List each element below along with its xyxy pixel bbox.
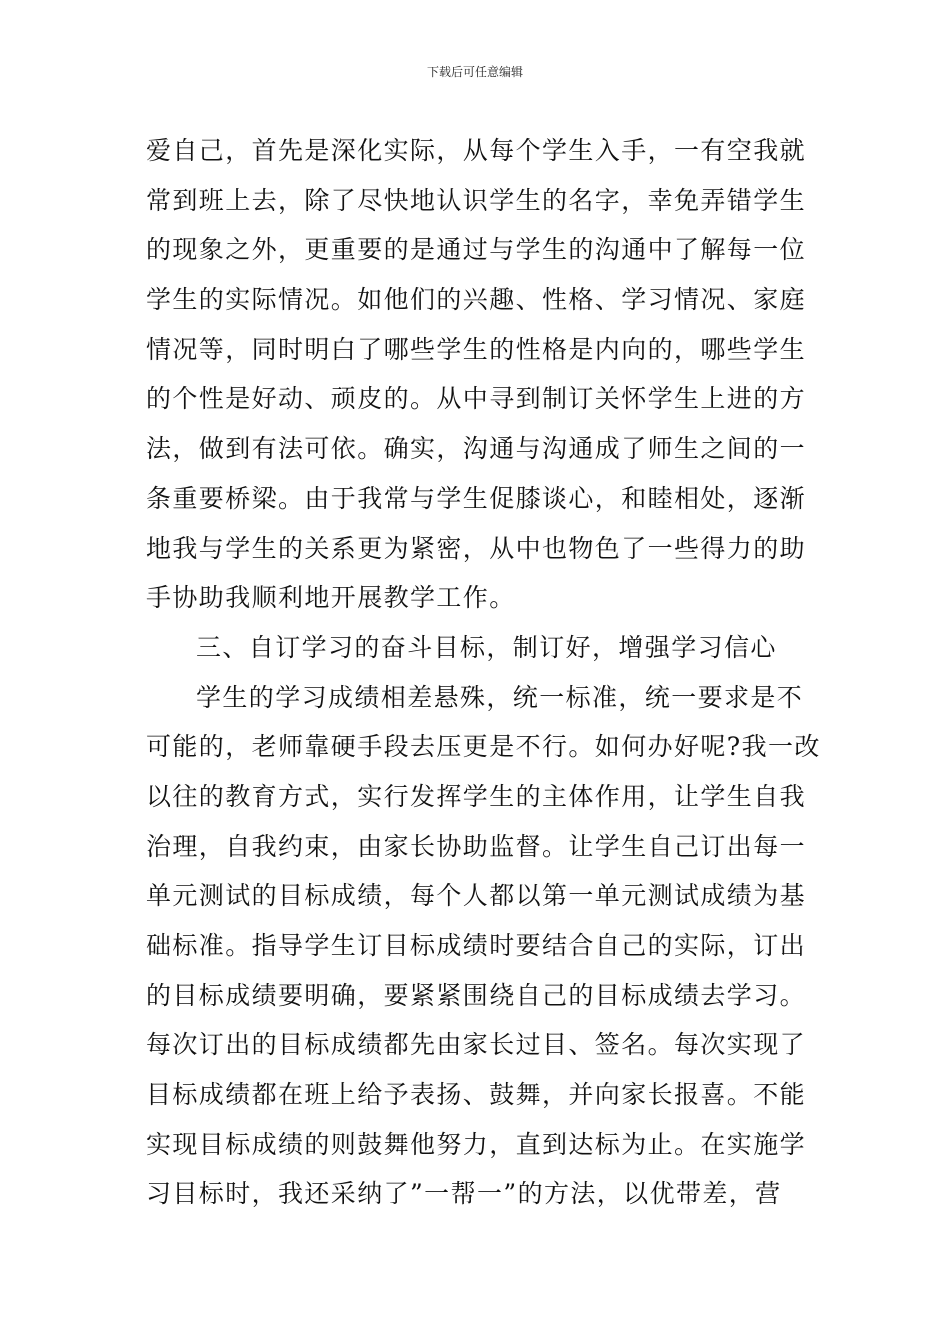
text-line: 条重要桥梁。由于我常与学生促膝谈心，和睦相处，逐渐 (146, 483, 807, 513)
document-body (146, 126, 826, 1219)
text-line: 目标成绩都在班上给予表扬、鼓舞，并向家长报喜。不能 (146, 1080, 807, 1110)
text-line: 常到班上去，除了尽快地认识学生的名字，幸免弄错学生 (146, 185, 807, 215)
text-line: 情况等，同时明白了哪些学生的性格是内向的，哪些学生 (146, 334, 807, 364)
text-line: 爱自己，首先是深化实际，从每个学生入手，一有空我就 (146, 136, 807, 165)
text-line: 实现目标成绩的则鼓舞他努力，直到达标为止。在实施学 (146, 1129, 807, 1159)
page-header: 下载后可任意编辑 (426, 65, 523, 79)
text-line: 习目标时，我还采纳了”一帮一”的方法，以优带差，营 (146, 1179, 782, 1209)
text-line: 手协助我顺利地开展教学工作。 (146, 583, 516, 613)
text-line: 单元测试的目标成绩，每个人都以第一单元测试成绩为基 (146, 881, 807, 911)
text-line: 的目标成绩要明确，要紧紧围绕自己的目标成绩去学习。 (146, 980, 807, 1010)
text-line: 每次订出的目标成绩都先由家长过目、签名。每次实现了 (146, 1030, 807, 1060)
text-line: 以往的教育方式，实行发挥学生的主体作用，让学生自我 (146, 781, 807, 811)
text-line: 础标准。指导学生订目标成绩时要结合自己的实际，订出 (146, 931, 807, 960)
text-line: 法，做到有法可依。确实，沟通与沟通成了师生之间的一 (146, 434, 807, 464)
text-line: 的现象之外，更重要的是通过与学生的沟通中了解每一位 (146, 235, 807, 265)
text-line: 地我与学生的关系更为紧密，从中也物色了一些得力的助 (146, 533, 807, 563)
text-line: 可能的，老师靠硬手段去压更是不行。如何办好呢?我一改 (146, 732, 821, 762)
text-line: 学生的实际情况。如他们的兴趣、性格、学习情况、家庭 (146, 285, 807, 315)
section-heading: 三、自订学习的奋斗目标，制订好，增强学习信心 (196, 632, 777, 662)
paragraph-first-line: 学生的学习成绩相差悬殊，统一标准，统一要求是不 (196, 682, 804, 712)
text-line: 治理，自我约束，由家长协助监督。让学生自己订出每一 (146, 831, 807, 861)
text-line: 的个性是好动、顽皮的。从中寻到制订关怀学生上进的方 (146, 384, 807, 414)
